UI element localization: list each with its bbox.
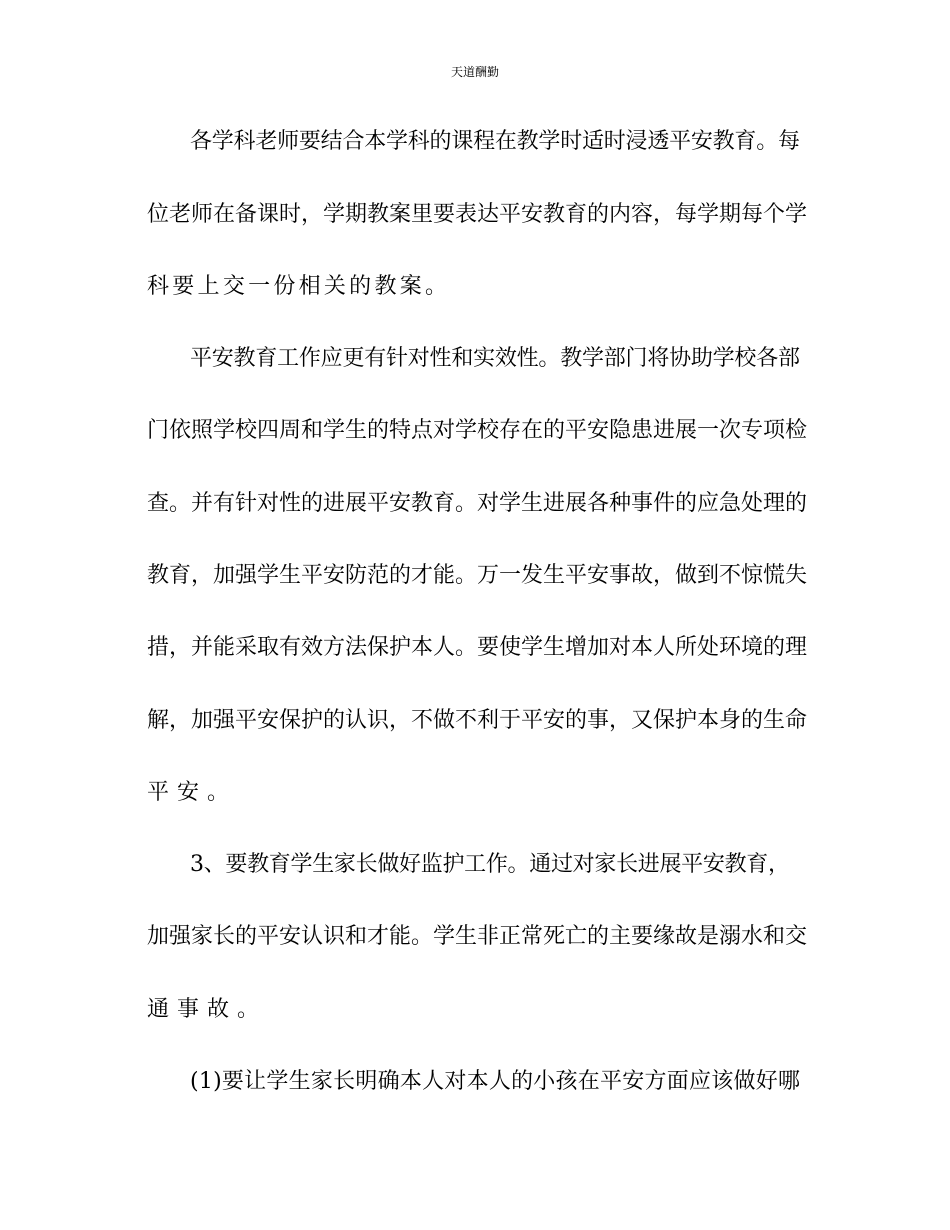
text-line: 通事故。: [147, 997, 268, 1022]
page-header: 天道酬勤: [450, 65, 499, 79]
text-line: 位老师在备课时，学期教案里要表达平安教育的内容，每学期每个学: [147, 202, 807, 227]
text-line: 解，加强平安保护的认识，不做不利于平安的事，又保护本身的生命: [147, 708, 807, 733]
text-line: 加强家长的平安认识和才能。学生非正常死亡的主要缘故是溺水和交: [147, 924, 807, 949]
text-line: 门依照学校四周和学生的特点对学校存在的平安隐患进展一次专项检: [147, 418, 807, 443]
text-line: 教育，加强学生平安防范的才能。万一发生平安事故，做到不惊慌失: [147, 563, 807, 588]
text-line: 查。并有针对性的进展平安教育。对学生进展各种事件的应急处理的: [147, 491, 807, 516]
text-line: 措，并能采取有效方法保护本人。要使学生增加对本人所处环境的理: [147, 635, 807, 660]
text-line: (1)要让学生家长明确本人对本人的小孩在平安方面应该做好哪: [190, 1069, 801, 1094]
text-line: 科要上交一份相关的教案。: [147, 274, 451, 299]
text-line: 平安教育工作应更有针对性和实效性。教学部门将协助学校各部: [190, 346, 800, 371]
text-line: 平安。: [147, 780, 238, 805]
text-line: 各学科老师要结合本学科的课程在教学时适时浸透平安教育。每: [190, 129, 800, 154]
text-line: 3、要教育学生家长做好监护工作。通过对家长进展平安教育，: [190, 852, 790, 877]
